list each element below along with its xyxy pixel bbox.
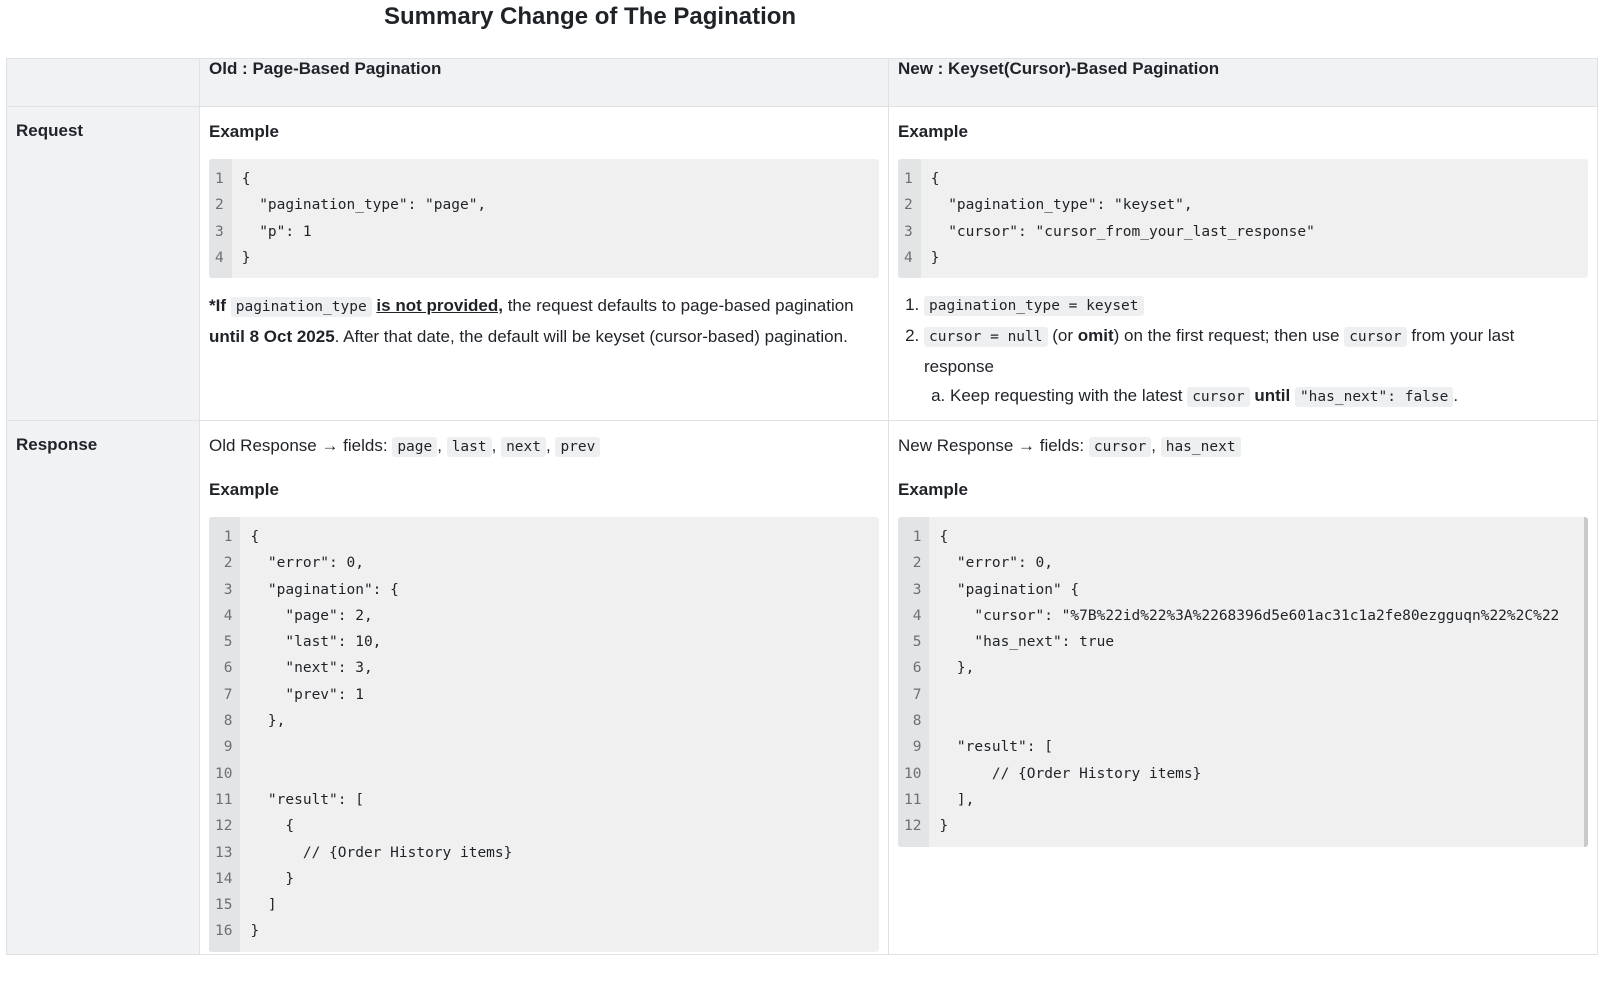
line-numbers: 1 2 3 4	[209, 159, 232, 278]
field-code: prev	[555, 437, 600, 457]
response-new-cell	[889, 421, 1598, 955]
sub-text: .	[1453, 386, 1459, 406]
separator: ,	[491, 436, 502, 455]
note-bold-date: until 8 Oct 2025	[209, 327, 335, 347]
example-label: Example	[898, 122, 968, 141]
field-code: page	[392, 437, 437, 457]
inline-code: "has_next": false	[1295, 387, 1453, 407]
col-header-old: Old : Page-Based Pagination	[200, 59, 889, 107]
separator: ,	[545, 436, 556, 455]
fields-prefix: New Response → fields:	[898, 436, 1089, 455]
separator: ,	[437, 436, 447, 455]
sub-bold: until	[1254, 386, 1291, 406]
separator: ,	[1151, 436, 1161, 455]
request-old-cell	[200, 107, 889, 421]
code-text: { "error": 0, "pagination" { "cursor": "%7B%22id%22%3A%2268396d5e601ac31c1a2fe80ezgguqn%22%2C%22 "has_next": true }, "result": [ // {Order History items} ], }	[939, 529, 1560, 835]
col-header-new: New : Keyset(Cursor)-Based Pagination	[889, 59, 1598, 107]
row-header-response: Response	[7, 421, 200, 955]
code-block-response-new[interactable]	[898, 517, 1588, 847]
list-item	[924, 321, 1588, 412]
list-item	[950, 381, 1588, 412]
inline-code: cursor	[1187, 387, 1249, 407]
inline-code: cursor	[1344, 327, 1406, 347]
step-text: (or	[1047, 326, 1078, 346]
sub-text: Keep requesting with the latest	[950, 386, 1188, 406]
example-label: Example	[898, 480, 968, 499]
step-text: ) on the first request; then use	[1113, 326, 1345, 346]
example-label: Example	[209, 480, 279, 499]
list-item	[924, 290, 1588, 321]
code-block-request-new[interactable]	[898, 159, 1588, 278]
note-underlined: is not provided,	[376, 296, 503, 316]
table-header-row	[7, 59, 1598, 107]
request-new-cell	[889, 107, 1598, 421]
comparison-table	[6, 58, 1598, 955]
sub-list	[924, 381, 1588, 412]
code-text: { "pagination_type": "keyset", "cursor": "cursor_from_your_last_response" }	[930, 171, 1315, 266]
table-row-response	[7, 421, 1598, 955]
fields-prefix: Old Response → fields:	[209, 436, 393, 455]
note-text: the request defaults to page-based pagination	[502, 296, 854, 316]
table-row-request	[7, 107, 1598, 421]
code-text: { "error": 0, "pagination": { "page": 2, "last": 10, "next": 3, "prev": 1 }, "result": [ { // {Order History items} } ] }	[250, 529, 513, 940]
line-numbers: 1 2 3 4 5 6 7 8 9 10 11 12 13 14 15 16	[209, 517, 240, 952]
row-header-request: Request	[7, 107, 200, 421]
step-text: from your last response	[924, 326, 1515, 377]
response-new-fields	[898, 431, 1588, 462]
inline-code: cursor = null	[924, 327, 1048, 347]
example-label: Example	[209, 122, 279, 141]
corner-cell	[7, 59, 200, 107]
request-new-steps	[898, 290, 1588, 412]
inline-code: pagination_type	[231, 297, 372, 317]
field-code: has_next	[1161, 437, 1241, 457]
code-block-response-old[interactable]	[209, 517, 879, 952]
response-old-cell	[200, 421, 889, 955]
code-text: { "pagination_type": "page", "p": 1 }	[241, 171, 487, 266]
line-numbers: 1 2 3 4 5 6 7 8 9 10 11 12	[898, 517, 929, 847]
request-old-note	[209, 291, 879, 351]
field-code: cursor	[1089, 437, 1151, 457]
field-code: next	[501, 437, 546, 457]
inline-code: pagination_type = keyset	[924, 296, 1144, 316]
response-old-fields	[209, 431, 879, 462]
page-title: Summary Change of The Pagination	[384, 3, 797, 30]
step-bold: omit	[1077, 326, 1114, 346]
note-text: . After that date, the default will be keyset (cursor-based) pagination.	[334, 327, 848, 347]
code-block-request-old[interactable]	[209, 159, 879, 278]
note-prefix: *If	[209, 296, 226, 316]
field-code: last	[447, 437, 492, 457]
line-numbers: 1 2 3 4	[898, 159, 921, 278]
